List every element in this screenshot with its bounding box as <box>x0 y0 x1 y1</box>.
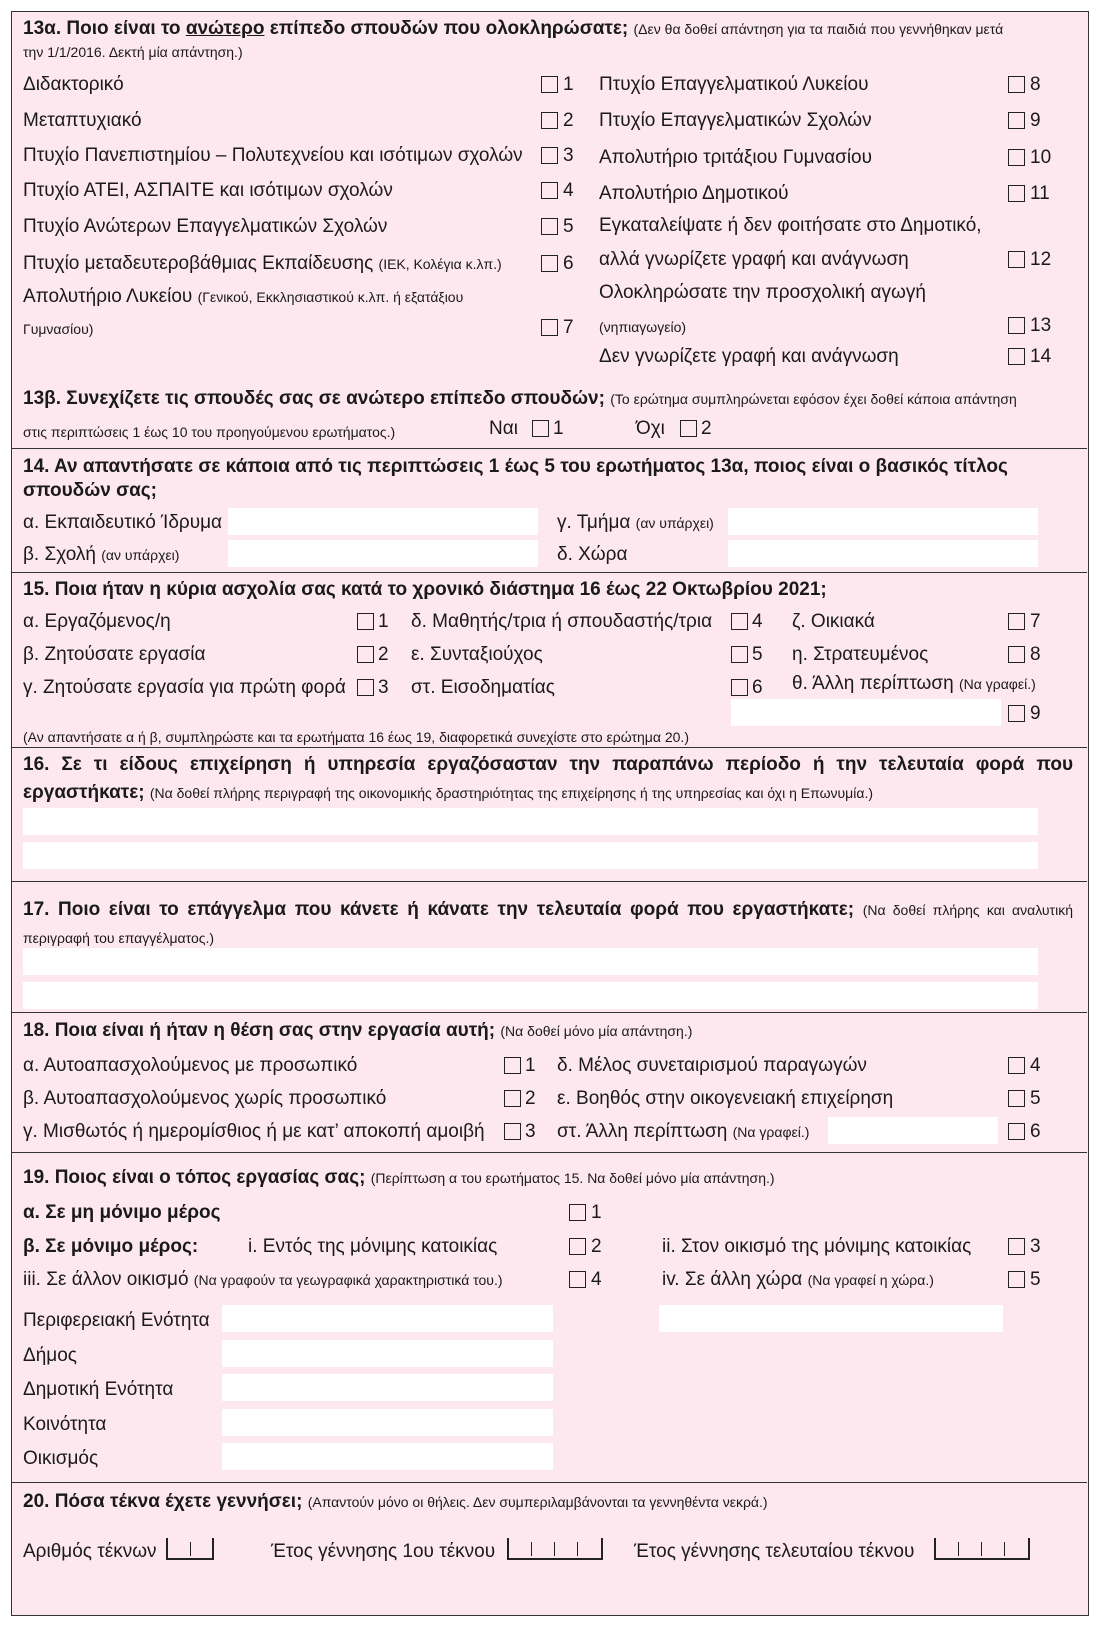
q15-other-field[interactable] <box>731 699 1001 726</box>
q18-checkbox-3[interactable] <box>504 1123 521 1140</box>
q13a-code-4: 4 <box>563 180 574 201</box>
q14-country-field[interactable] <box>728 540 1038 567</box>
q20-title: 20. Πόσα τέκνα έχετε γεννήσει; (Απαντούν μόνο οι θήλεις. Δεν συμπεριλαμβάνονται τα γεννηθέντα νεκρά.) <box>23 1491 768 1512</box>
q19-community-field[interactable] <box>222 1409 553 1436</box>
q13a-option-8-label: Πτυχίο Επαγγελματικού Λυκείου <box>599 74 869 95</box>
q13b-yes-label: Ναι <box>489 418 518 439</box>
q17-answer-line-2[interactable] <box>23 982 1038 1009</box>
q13a-option-12-label-line2: αλλά γνωρίζετε γραφή και ανάγνωση <box>599 249 909 270</box>
q18-checkbox-1[interactable] <box>504 1057 521 1074</box>
q19-code-4: 4 <box>591 1269 602 1290</box>
q14-institution-label: α. Εκπαιδευτικό Ίδρυμα <box>23 512 223 533</box>
section-13a <box>12 12 1087 440</box>
q13a-checkbox-4[interactable] <box>541 182 558 199</box>
q13b-note: στις περιπτώσεις 1 έως 10 του προηγούμενου ερωτήματος.) <box>23 424 396 440</box>
q15-option-b-label: β. Ζητούσατε εργασία <box>23 644 206 665</box>
q15-checkbox-1[interactable] <box>357 613 374 630</box>
q15-code-8: 8 <box>1030 644 1041 665</box>
q19-option-biv-label: iv. Σε άλλη χώρα (Να γραφεί η χώρα.) <box>662 1269 934 1290</box>
q13a-code-5: 5 <box>563 216 574 237</box>
q13a-option-6-label: Πτυχίο μεταδευτεροβάθμιας Εκπαίδευσης (ΙΕΚ, Κολέγια κ.λπ.) <box>23 253 502 274</box>
q13a-code-10: 10 <box>1030 147 1052 168</box>
q15-code-1: 1 <box>378 611 389 632</box>
q15-code-9: 9 <box>1030 703 1041 724</box>
q13a-option-14-label: Δεν γνωρίζετε γραφή και ανάγνωση <box>599 346 899 367</box>
q15-option-d-label: δ. Μαθητής/τρια ή σπουδαστής/τρια <box>411 611 713 632</box>
q14-school-label: β. Σχολή (αν υπάρχει) <box>23 544 180 565</box>
q20-last-child-label: Έτος γέννησης τελευταίου τέκνου <box>634 1541 915 1562</box>
q13a-code-2: 2 <box>563 110 574 131</box>
q15-footnote: (Αν απαντήσατε α ή β, συμπληρώστε και τα ερωτήματα 16 έως 19, διαφορετικά συνεχίστε στο ερώτημα 20.) <box>23 729 689 745</box>
q19-code-2: 2 <box>591 1236 602 1257</box>
q15-option-a-label: α. Εργαζόμενος/η <box>23 611 171 632</box>
q19-checkbox-1[interactable] <box>569 1204 586 1221</box>
q14-school-field[interactable] <box>228 540 538 567</box>
q20-first-child-label: Έτος γέννησης 1ου τέκνου <box>271 1541 496 1562</box>
q13a-option-13-label: Ολοκληρώσατε την προσχολική αγωγή <box>599 282 926 303</box>
q19-code-3: 3 <box>1030 1236 1041 1257</box>
q15-code-4: 4 <box>752 611 763 632</box>
q19-checkbox-5[interactable] <box>1008 1271 1025 1288</box>
q15-option-z-label: ζ. Οικιακά <box>792 611 875 632</box>
section-18 <box>12 1012 1087 1153</box>
q14-title-line2: σπουδών σας; <box>23 480 157 501</box>
census-form-page <box>11 11 1089 1616</box>
q19-option-bi-label: i. Εντός της μόνιμης κατοικίας <box>248 1236 498 1257</box>
q16-title: 16. Σε τι είδους επιχείρηση ή υπηρεσία εργαζόσασταν την παραπάνω περίοδο ή την τελευταία φορά που εργαστήκατε; (Να δοθεί πλήρης περιγραφή της οικονομικής δραστηριότητας της επιχείρησης ή της υπηρεσίας και όχι η Επωνυμία.) <box>23 754 1073 803</box>
q15-code-3: 3 <box>378 677 389 698</box>
q19-municipal-unit-field[interactable] <box>222 1374 553 1401</box>
q13a-checkbox-9[interactable] <box>1008 112 1025 129</box>
q18-code-5: 5 <box>1030 1088 1041 1109</box>
q13a-option-11-label: Απολυτήριο Δημοτικού <box>599 183 789 204</box>
q15-option-th-label: θ. Άλλη περίπτωση (Να γραφεί.) <box>792 673 1036 694</box>
q18-option-st-label: στ. Άλλη περίπτωση (Να γραφεί.) <box>557 1121 810 1142</box>
q20-children-digit-boxes[interactable] <box>166 1538 214 1560</box>
section-15 <box>12 572 1087 748</box>
q19-settlement-field[interactable] <box>222 1443 553 1470</box>
q18-checkbox-5[interactable] <box>1008 1090 1025 1107</box>
q13a-code-6: 6 <box>563 253 574 274</box>
q13a-option-13-note: (νηπιαγωγείο) <box>599 319 687 335</box>
q13a-option-3-label: Πτυχίο Πανεπιστημίου – Πολυτεχνείου και ισότιμων σχολών <box>23 145 523 166</box>
q13b-yes-code: 1 <box>553 418 564 439</box>
q20-first-child-year-boxes[interactable] <box>507 1538 603 1560</box>
q19-code-1: 1 <box>591 1202 602 1223</box>
q13a-checkbox-13[interactable] <box>1008 317 1025 334</box>
q13a-checkbox-14[interactable] <box>1008 348 1025 365</box>
q13a-code-14: 14 <box>1030 346 1052 367</box>
q13b-no-code: 2 <box>701 418 712 439</box>
q15-checkbox-3[interactable] <box>357 679 374 696</box>
q19-municipality-field[interactable] <box>222 1340 553 1367</box>
q18-title: 18. Ποια είναι ή ήταν η θέση σας στην εργασία αυτή; (Να δοθεί μόνο μία απάντηση.) <box>23 1020 693 1041</box>
q15-checkbox-2[interactable] <box>357 646 374 663</box>
q13a-note: την 1/1/2016. Δεκτή μία απάντηση.) <box>23 44 243 60</box>
q13a-checkbox-1[interactable] <box>541 76 558 93</box>
q15-code-7: 7 <box>1030 611 1041 632</box>
q18-checkbox-2[interactable] <box>504 1090 521 1107</box>
q13a-code-1: 1 <box>563 74 574 95</box>
q19-option-a-label: α. Σε μη μόνιμο μέρος <box>23 1202 221 1223</box>
q13b-yes-checkbox[interactable] <box>532 420 549 437</box>
q14-department-label: γ. Τμήμα (αν υπάρχει) <box>557 512 714 533</box>
q15-option-st-label: στ. Εισοδηματίας <box>411 677 555 698</box>
q13a-code-8: 8 <box>1030 74 1041 95</box>
q19-community-label: Κοινότητα <box>23 1414 107 1435</box>
q15-option-c-label: γ. Ζητούσατε εργασία για πρώτη φορά <box>23 677 346 698</box>
q17-answer-line-1[interactable] <box>23 948 1038 975</box>
q19-option-b-label: β. Σε μόνιμο μέρος: <box>23 1236 199 1257</box>
q13a-checkbox-3[interactable] <box>541 147 558 164</box>
q15-checkbox-9[interactable] <box>1008 705 1025 722</box>
q13a-option-7-note: Γυμνασίου) <box>23 321 94 337</box>
q13a-checkbox-5[interactable] <box>541 218 558 235</box>
q18-option-c-label: γ. Μισθωτός ή ημερομίσθιος ή με κατ’ αποκοπή αμοιβή <box>23 1121 485 1142</box>
q16-answer-line-2[interactable] <box>23 842 1038 869</box>
q13a-option-4-label: Πτυχίο ΑΤΕΙ, ΑΣΠΑΙΤΕ και ισότιμων σχολών <box>23 180 393 201</box>
q15-checkbox-4[interactable] <box>731 613 748 630</box>
q15-code-2: 2 <box>378 644 389 665</box>
q13b-title: 13β. Συνεχίζετε τις σπουδές σας σε ανώτερο επίπεδο σπουδών; (Το ερώτημα συμπληρώνεται εφόσον έχει δοθεί κάποια απάντηση <box>23 388 1017 409</box>
q14-department-field[interactable] <box>728 508 1038 535</box>
q13a-option-1-label: Διδακτορικό <box>23 74 124 95</box>
q13a-checkbox-10[interactable] <box>1008 149 1025 166</box>
q19-settlement-label: Οικισμός <box>23 1448 99 1469</box>
q14-title: 14. Αν απαντήσατε σε κάποια από τις περιπτώσεις 1 έως 5 του ερωτήματος 13α, ποιος είναι ο βασικός τίτλος <box>23 456 1008 477</box>
q20-last-child-year-boxes[interactable] <box>934 1538 1030 1560</box>
q13b-no-checkbox[interactable] <box>680 420 697 437</box>
section-20 <box>12 1482 1087 1616</box>
q15-title: 15. Ποια ήταν η κύρια ασχολία σας κατά το χρονικό διάστημα 16 έως 22 Οκτωβρίου 2021; <box>23 579 827 600</box>
q13a-checkbox-2[interactable] <box>541 112 558 129</box>
q15-checkbox-7[interactable] <box>1008 613 1025 630</box>
q18-checkbox-6[interactable] <box>1008 1123 1025 1140</box>
q13a-option-5-label: Πτυχίο Ανώτερων Επαγγελματικών Σχολών <box>23 216 388 237</box>
q19-regional-unit-label: Περιφερειακή Ενότητα <box>23 1310 210 1331</box>
q18-other-field[interactable] <box>828 1117 998 1144</box>
q19-municipal-unit-label: Δημοτική Ενότητα <box>23 1379 174 1400</box>
q15-checkbox-6[interactable] <box>731 679 748 696</box>
q18-option-d-label: δ. Μέλος συνεταιρισμού παραγωγών <box>557 1055 867 1076</box>
q15-code-5: 5 <box>752 644 763 665</box>
q13a-code-9: 9 <box>1030 110 1041 131</box>
q15-checkbox-8[interactable] <box>1008 646 1025 663</box>
q16-answer-line-1[interactable] <box>23 808 1038 835</box>
q19-option-bii-label: ii. Στον οικισμό της μόνιμης κατοικίας <box>662 1236 972 1257</box>
q13a-option-2-label: Μεταπτυχιακό <box>23 110 142 131</box>
q13a-code-12: 12 <box>1030 249 1052 270</box>
q13a-checkbox-7[interactable] <box>541 319 558 336</box>
q13a-option-10-label: Απολυτήριο τριτάξιου Γυμνασίου <box>599 147 873 168</box>
q13b-no-label: Όχι <box>636 418 665 439</box>
q19-checkbox-3[interactable] <box>1008 1238 1025 1255</box>
section-17 <box>12 881 1087 1013</box>
q18-option-e-label: ε. Βοηθός στην οικογενειακή επιχείρηση <box>557 1088 894 1109</box>
q13a-code-7: 7 <box>563 317 574 338</box>
q13a-code-13: 13 <box>1030 315 1052 336</box>
q18-code-6: 6 <box>1030 1121 1041 1142</box>
q19-option-biii-label: iii. Σε άλλον οικισμό (Να γραφούν τα γεωγραφικά χαρακτηριστικά του.) <box>23 1269 503 1290</box>
q19-country-field[interactable] <box>659 1305 1003 1332</box>
q13a-checkbox-6[interactable] <box>541 255 558 272</box>
q20-children-label: Αριθμός τέκνων <box>23 1541 157 1562</box>
q18-option-a-label: α. Αυτοαπασχολούμενος με προσωπικό <box>23 1055 358 1076</box>
q13a-checkbox-12[interactable] <box>1008 251 1025 268</box>
section-14 <box>12 448 1087 573</box>
q13a-title: 13α. Ποιο είναι το ανώτερο επίπεδο σπουδών που ολοκληρώσατε; (Δεν θα δοθεί απάντηση για τα παιδιά που γεννήθηκαν μετά <box>23 18 1004 39</box>
section-19 <box>12 1152 1087 1483</box>
q15-checkbox-5[interactable] <box>731 646 748 663</box>
q18-code-1: 1 <box>525 1055 536 1076</box>
q19-checkbox-4[interactable] <box>569 1271 586 1288</box>
q19-code-5: 5 <box>1030 1269 1041 1290</box>
section-16 <box>12 747 1087 882</box>
q15-option-e-label: ε. Συνταξιούχος <box>411 644 543 665</box>
q18-checkbox-4[interactable] <box>1008 1057 1025 1074</box>
q18-code-4: 4 <box>1030 1055 1041 1076</box>
q18-code-2: 2 <box>525 1088 536 1109</box>
q13a-checkbox-8[interactable] <box>1008 76 1025 93</box>
q13a-option-7-label: Απολυτήριο Λυκείου (Γενικού, Εκκλησιαστικού κ.λπ. ή εξατάξιου <box>23 286 464 307</box>
q19-regional-unit-field[interactable] <box>222 1305 553 1332</box>
q19-municipality-label: Δήμος <box>23 1345 77 1366</box>
q18-code-3: 3 <box>525 1121 536 1142</box>
q15-code-6: 6 <box>752 677 763 698</box>
q18-option-b-label: β. Αυτοαπασχολούμενος χωρίς προσωπικό <box>23 1088 387 1109</box>
q14-country-label: δ. Χώρα <box>557 544 628 565</box>
q17-title: 17. Ποιο είναι το επάγγελμα που κάνετε ή κάνατε την τελευταία φορά που εργαστήκατε; (Να δοθεί πλήρης και αναλυτική περιγραφή του επαγγέλματος.) <box>23 899 1073 946</box>
q13a-option-12-label: Εγκαταλείψατε ή δεν φοιτήσατε στο Δημοτικό, <box>599 215 982 236</box>
q13a-code-3: 3 <box>563 145 574 166</box>
q14-institution-field[interactable] <box>228 508 538 535</box>
q15-option-h-label: η. Στρατευμένος <box>792 644 929 665</box>
q19-checkbox-2[interactable] <box>569 1238 586 1255</box>
q13a-option-9-label: Πτυχίο Επαγγελματικών Σχολών <box>599 110 872 131</box>
q13a-checkbox-11[interactable] <box>1008 185 1025 202</box>
q13a-code-11: 11 <box>1030 183 1050 204</box>
q19-title: 19. Ποιος είναι ο τόπος εργασίας σας; (Περίπτωση α του ερωτήματος 15. Να δοθεί μόνο μία απάντηση.) <box>23 1167 775 1188</box>
